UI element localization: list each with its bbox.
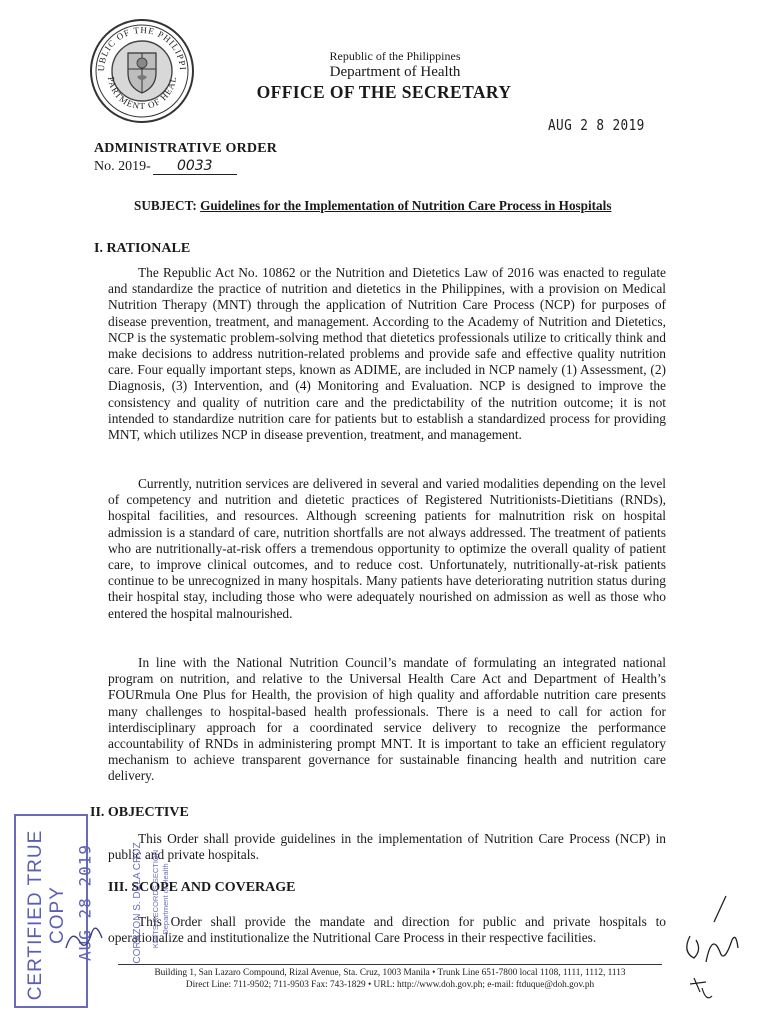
certified-stamp-name: CORAZON S. DELA CRUZ bbox=[132, 842, 143, 964]
date-stamp: AUG 2 8 2019 bbox=[548, 116, 645, 134]
objective-text: This Order shall provide guidelines in the implementation of Nutrition Care Process (NCP) in public and private hospitals. bbox=[108, 831, 666, 863]
svg-text:REPUBLIC OF THE PHILIPPINES: UBLIC OF THE PHILIPPI bbox=[95, 24, 189, 72]
certified-stamp-date: AUG 28 2019 bbox=[75, 844, 95, 961]
header-department: Department of Health bbox=[329, 64, 461, 80]
rationale-paragraph-2: Currently, nutrition services are delivered in several and varied modalities depending on the level of competency and nutrition and dietetic practices of Registered Nutritionists-Dietitians (RNDs), hospital facilities, and resources. Although screening patients for malnutrition risk on hospital admission is a standard of care, nutrition shortfalls are not always addressed. The treatment of patients who are nutritionally-at-risk offers a tremendous opportunity to optimize the overall quality of patient care, to improve clinical outcomes, and to reduce cost. Unfortunately, nutritionally-at-risk patients continue to be unrecognized in many hospitals. Many patients have deteriorating nutrition status during their hospital stay, including those who were adequately nourished on admission as well as those who entered the hospital malnourished. bbox=[108, 476, 666, 621]
footer-contact: Direct Line: 711-9502; 711-9503 Fax: 743-1829 • URL: http://www.doh.gov.ph; e-mail: ftduque@doh.gov.ph bbox=[185, 980, 595, 990]
order-number-value: 0033 bbox=[153, 158, 237, 175]
subject-label: SUBJECT: bbox=[134, 198, 197, 213]
header-office: OFFICE OF THE SECRETARY bbox=[256, 82, 512, 102]
certified-stamp-dept2: Department of Health bbox=[161, 863, 170, 935]
initials-signature bbox=[676, 892, 746, 1012]
order-title: ADMINISTRATIVE ORDER bbox=[94, 141, 278, 156]
subject-line bbox=[134, 198, 611, 214]
stamp-signature bbox=[56, 908, 116, 968]
section-heading-rationale: I. RATIONALE bbox=[94, 241, 191, 256]
section-heading-scope: III. SCOPE AND COVERAGE bbox=[108, 880, 296, 895]
footer-rule bbox=[118, 964, 662, 965]
scope-text: This Order shall provide the mandate and direction for public and private hospitals to operationalize and institutionalize the Nutritional Care Process in their respective facilities. bbox=[108, 914, 666, 946]
subject-text: Guidelines for the Implementation of Nutrition Care Process in Hospitals bbox=[200, 198, 612, 213]
rationale-paragraph-3: In line with the National Nutrition Council’s mandate of formulating an integrated national program on nutrition, and relative to the Universal Health Care Act and Department of Health’s FOURmula One Plus for Health, the provision of high quality and affordable nutrition care presents many challenges to hospital-based health professionals. There is a need to call for action for interdisciplinary approach for a coordinated service delivery to recognize the performance accountability of RNDs in administering prompt MNT. It is important to take an efficient regulatory mechanism to achieve transparent governance for sustainable financing health and nutrition care delivery. bbox=[108, 655, 666, 784]
rationale-paragraph-1: The Republic Act No. 10862 or the Nutrition and Dietetics Law of 2016 was enacted to regulate and standardize the practice of nutrition and dietetics in the Philippines, with a provision on Medical Nutrition Therapy (MNT) through the application of Nutrition Care Process (NCP) for purposes of disease prevention, treatment, and management. According to the Academy of Nutrition and Dietetics, NCP is the systematic problem-solving method that dietetics professionals utilize to critically think and make decisions to address nutrition-related problems and provide safe and effective quality nutrition care. Four equally important steps, known as ADIME, are included in NCP namely (1) Assessment, (2) Diagnosis, (3) Intervention, and (4) Monitoring and Evaluation. NCP is designed to improve the consistency and quality of nutrition care and the predictability of the nutrition outcome; it is not intended to standardize nutrition care for patients but to establish a standardized process for providing MNT, which utilizes NCP in disease prevention, treatment, and management. bbox=[108, 265, 666, 443]
order-number bbox=[94, 158, 237, 175]
header-republic: Republic of the Philippines bbox=[329, 49, 461, 63]
certified-stamp-text: CERTIFIED TRUE COPY bbox=[25, 829, 68, 1001]
section-heading-objective: II. OBJECTIVE bbox=[90, 805, 189, 820]
certified-stamp-dept: KMITS-RECORDS SECTION bbox=[151, 849, 160, 949]
footer-address: Building 1, San Lazaro Compound, Rizal Avenue, Sta. Cruz, 1003 Manila • Trunk Line 651-7800 local 1108, 1111, 1112, 1113 bbox=[154, 968, 626, 978]
order-number-prefix: No. 2019- bbox=[94, 159, 151, 174]
svg-text:DEPARTMENT OF HEALTH: PARTMENT OF HEAL bbox=[105, 76, 179, 112]
